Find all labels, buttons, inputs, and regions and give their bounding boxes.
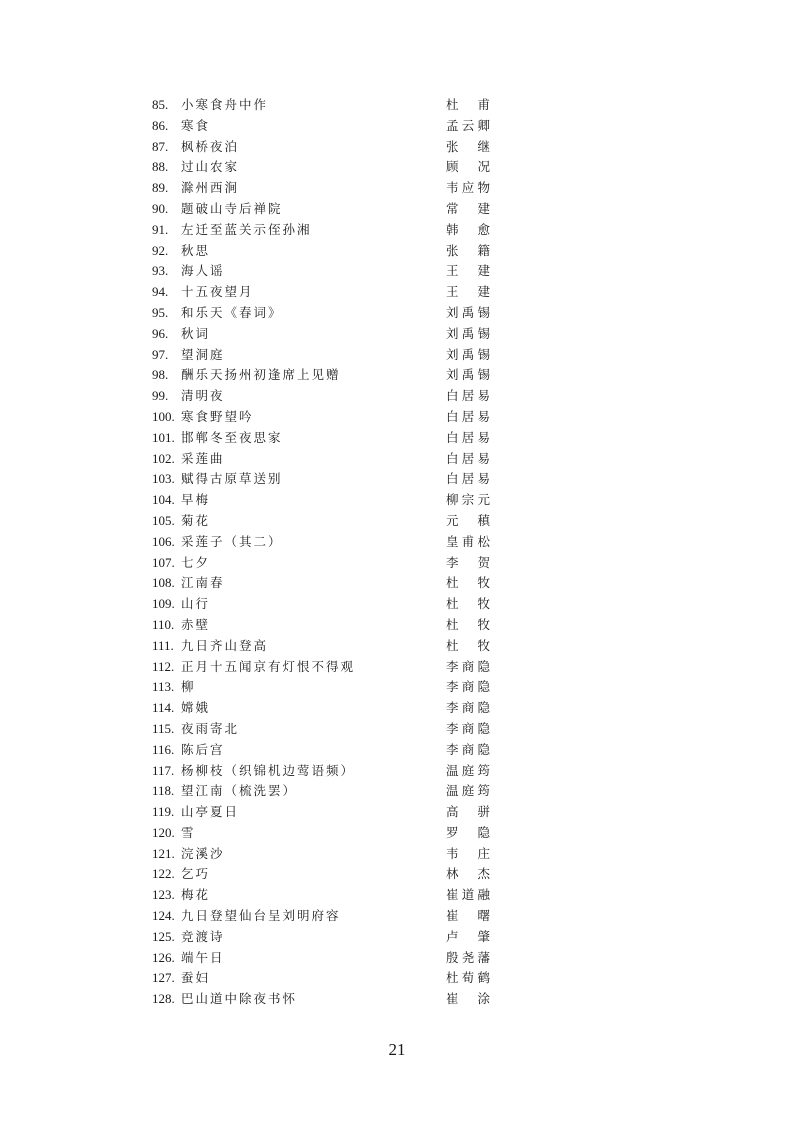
- poem-author: [446, 303, 490, 324]
- poem-list-item: [152, 345, 492, 366]
- poem-title: 巴山道中除夜书怀: [181, 991, 298, 1007]
- poem-title: 柳: [181, 679, 196, 695]
- poem-number: 123.: [152, 887, 175, 903]
- author-char: 皇: [446, 533, 459, 549]
- author-char: 隐: [477, 658, 490, 674]
- poem-author: [446, 157, 490, 178]
- author-char: 隐: [477, 679, 490, 695]
- poem-title: 秋思: [181, 242, 211, 258]
- poem-author: [446, 927, 490, 948]
- poem-number: 87.: [152, 138, 169, 154]
- author-char: 杜: [446, 596, 459, 612]
- poem-title: 和乐天《春词》: [181, 304, 283, 320]
- author-char: 贺: [477, 554, 490, 570]
- author-char: 居: [461, 429, 475, 445]
- author-char: 庭: [461, 762, 475, 778]
- poem-number: 92.: [152, 242, 169, 258]
- author-char: 应: [461, 180, 475, 196]
- author-char: 易: [477, 408, 490, 424]
- poem-author: [446, 532, 490, 553]
- author-char: 林: [446, 866, 459, 882]
- poem-list-item: [152, 241, 492, 262]
- author-char: 宗: [461, 492, 475, 508]
- poem-list-item: [152, 365, 492, 386]
- poem-list-item: [152, 116, 492, 137]
- author-char: 易: [477, 471, 490, 487]
- poem-number: 116.: [152, 741, 175, 757]
- poem-author: [446, 324, 490, 345]
- author-char: 禹: [461, 304, 475, 320]
- author-char: 卢: [446, 928, 459, 944]
- author-char: 居: [461, 450, 475, 466]
- poem-number: 120.: [152, 824, 175, 840]
- author-char: 居: [461, 408, 475, 424]
- poem-number: 110.: [152, 616, 175, 632]
- author-char: 甫: [461, 533, 475, 549]
- author-char: 稹: [477, 512, 490, 528]
- poem-title: 滁州西涧: [181, 180, 240, 196]
- poem-list-item: [152, 553, 492, 574]
- author-char: 温: [446, 762, 459, 778]
- poem-title: 寒食: [181, 117, 211, 133]
- poem-list-item: [152, 199, 492, 220]
- poem-list-item: [152, 719, 492, 740]
- author-char: 李: [446, 720, 459, 736]
- author-char: 李: [446, 554, 459, 570]
- poem-list-item: [152, 823, 492, 844]
- poem-number: 109.: [152, 596, 175, 612]
- author-char: 杜: [446, 970, 459, 986]
- author-char: 杜: [446, 97, 459, 112]
- poem-list-item: [152, 532, 492, 553]
- poem-number: 113.: [152, 679, 175, 695]
- author-char: 白: [446, 408, 459, 424]
- author-char: 张: [446, 138, 459, 154]
- author-char: 韦: [446, 845, 459, 861]
- poem-list-item: [152, 906, 492, 927]
- poem-number: 118.: [152, 783, 175, 799]
- author-char: 居: [461, 388, 475, 404]
- author-char: 柳: [446, 492, 459, 508]
- poem-title: 山亭夏日: [181, 804, 240, 820]
- poem-number: 122.: [152, 866, 175, 882]
- poem-title: 望江南（梳洗罢）: [181, 783, 298, 799]
- poem-author: [446, 864, 490, 885]
- author-char: 牧: [477, 596, 490, 612]
- poem-title: 九日齐山登高: [181, 637, 269, 653]
- poem-author: [446, 137, 490, 158]
- poem-author: [446, 968, 490, 989]
- poem-title: 七夕: [181, 554, 211, 570]
- poem-number: 104.: [152, 492, 175, 508]
- author-char: 杜: [446, 637, 459, 653]
- author-char: 刘: [446, 346, 459, 362]
- author-char: 韦: [446, 180, 459, 196]
- poem-list-item: [152, 407, 492, 428]
- poem-number: 126.: [152, 949, 175, 965]
- poem-author: [446, 698, 490, 719]
- poem-list-item: [152, 511, 492, 532]
- poem-list-item: [152, 282, 492, 303]
- author-char: 道: [461, 887, 475, 903]
- poem-number: 114.: [152, 700, 175, 716]
- poem-list-item: [152, 324, 492, 345]
- poem-author: [446, 844, 490, 865]
- author-char: 刘: [446, 367, 459, 383]
- author-char: 白: [446, 450, 459, 466]
- poem-author: [446, 948, 490, 969]
- poem-list-item: [152, 615, 492, 636]
- poem-list-item: [152, 303, 492, 324]
- poem-number: 91.: [152, 221, 169, 237]
- poem-author: [446, 906, 490, 927]
- poem-number: 106.: [152, 533, 175, 549]
- poem-number: 90.: [152, 200, 169, 216]
- poem-list-item: [152, 657, 492, 678]
- poem-author: [446, 365, 490, 386]
- poem-number: 111.: [152, 637, 174, 653]
- poem-list-item: [152, 261, 492, 282]
- author-char: 殷: [446, 949, 459, 965]
- poem-list-item: [152, 490, 492, 511]
- poem-author: [446, 261, 490, 282]
- poem-author: [446, 449, 490, 470]
- poem-list-item: [152, 573, 492, 594]
- author-char: 王: [446, 284, 459, 300]
- poem-number: 89.: [152, 180, 169, 196]
- page-number: 21: [388, 1040, 406, 1059]
- poem-number: 117.: [152, 762, 175, 778]
- poem-title: 嫦娥: [181, 700, 211, 716]
- author-char: 尧: [461, 949, 475, 965]
- poem-list-item: [152, 989, 492, 1010]
- author-char: 商: [461, 658, 475, 674]
- author-char: 李: [446, 679, 459, 695]
- author-char: 牧: [477, 637, 490, 653]
- poem-author: [446, 241, 490, 262]
- poem-author: [446, 511, 490, 532]
- author-char: 易: [477, 450, 490, 466]
- author-char: 禹: [461, 367, 475, 383]
- poem-title: 夜雨寄北: [181, 720, 240, 736]
- poem-title: 江南春: [181, 575, 225, 591]
- author-char: 锡: [477, 304, 490, 320]
- poem-list-item: [152, 95, 492, 116]
- poem-list-item: [152, 220, 492, 241]
- poem-number: 103.: [152, 471, 175, 487]
- poem-number: 101.: [152, 429, 175, 445]
- poem-list-item: [152, 178, 492, 199]
- poem-title: 枫桥夜泊: [181, 138, 240, 154]
- author-char: 隐: [477, 700, 490, 716]
- author-char: 松: [477, 533, 490, 549]
- author-char: 肇: [477, 928, 490, 944]
- poem-title: 山行: [181, 596, 211, 612]
- poem-author: [446, 386, 490, 407]
- author-char: 鹤: [477, 970, 490, 986]
- author-char: 商: [461, 700, 475, 716]
- poem-title: 杨柳枝（织锦机边莺语频）: [181, 762, 356, 778]
- author-char: 杜: [446, 575, 459, 591]
- author-char: 顾: [446, 159, 459, 175]
- poem-list-item: [152, 781, 492, 802]
- author-char: 易: [477, 388, 490, 404]
- author-char: 融: [477, 887, 490, 903]
- poem-title: 海人谣: [181, 263, 225, 279]
- author-char: 崔: [446, 908, 459, 924]
- author-char: 白: [446, 388, 459, 404]
- poem-author: [446, 615, 490, 636]
- author-char: 庄: [477, 845, 490, 861]
- poem-author: [446, 781, 490, 802]
- poem-list-item: [152, 137, 492, 158]
- poem-title: 梅花: [181, 887, 211, 903]
- author-char: 张: [446, 242, 459, 258]
- poem-title: 正月十五闻京有灯恨不得观: [181, 658, 356, 674]
- author-char: 建: [477, 200, 490, 216]
- author-char: 元: [446, 512, 459, 528]
- poem-author: [446, 677, 490, 698]
- poem-title: 望洞庭: [181, 346, 225, 362]
- poem-number: 98.: [152, 367, 169, 383]
- author-char: 杰: [477, 866, 490, 882]
- poem-title: 九日登望仙台呈刘明府容: [181, 908, 341, 924]
- poem-list-item: [152, 864, 492, 885]
- poem-author: [446, 573, 490, 594]
- author-char: 筠: [477, 762, 490, 778]
- poem-list-item: [152, 157, 492, 178]
- poem-author: [446, 885, 490, 906]
- poem-author: [446, 657, 490, 678]
- poem-author: [446, 823, 490, 844]
- author-char: 白: [446, 429, 459, 445]
- poem-number: 93.: [152, 263, 169, 279]
- author-char: 白: [446, 471, 459, 487]
- author-char: 元: [477, 492, 490, 508]
- poem-title: 乞巧: [181, 866, 211, 882]
- poem-author: [446, 802, 490, 823]
- author-char: 高: [446, 804, 459, 820]
- poem-title: 赋得古原草送别: [181, 471, 283, 487]
- poem-title: 浣溪沙: [181, 845, 225, 861]
- poem-title: 酬乐天扬州初逢席上见赠: [181, 367, 341, 383]
- poem-author: [446, 95, 490, 116]
- poem-author: [446, 116, 490, 137]
- poem-title: 秋词: [181, 325, 211, 341]
- author-char: 李: [446, 700, 459, 716]
- poem-title: 端午日: [181, 949, 225, 965]
- poem-author: [446, 594, 490, 615]
- poem-title: 题破山寺后禅院: [181, 200, 283, 216]
- poem-author: [446, 345, 490, 366]
- poem-author: [446, 989, 490, 1010]
- poem-number: 124.: [152, 908, 175, 924]
- poem-number: 112.: [152, 658, 175, 674]
- author-char: 物: [477, 180, 490, 196]
- poem-number: 102.: [152, 450, 175, 466]
- author-char: 锡: [477, 346, 490, 362]
- author-char: 居: [461, 471, 475, 487]
- author-char: 韩: [446, 221, 459, 237]
- author-char: 隐: [477, 720, 490, 736]
- poem-list-item: [152, 386, 492, 407]
- author-char: 卿: [477, 117, 490, 133]
- author-char: 甫: [477, 97, 490, 112]
- poem-author: [446, 636, 490, 657]
- poem-title: 采莲曲: [181, 450, 225, 466]
- poem-number: 107.: [152, 554, 175, 570]
- poem-number: 100.: [152, 408, 175, 424]
- author-char: 崔: [446, 887, 459, 903]
- author-char: 庭: [461, 783, 475, 799]
- poem-number: 115.: [152, 720, 175, 736]
- poem-title: 早梅: [181, 492, 211, 508]
- author-char: 商: [461, 720, 475, 736]
- poem-title: 小寒食舟中作: [181, 97, 269, 112]
- poem-number: 119.: [152, 804, 175, 820]
- poem-list-item: [152, 948, 492, 969]
- poem-number: 127.: [152, 970, 175, 986]
- poem-list: [152, 95, 492, 1010]
- author-char: 籍: [477, 242, 490, 258]
- author-char: 曙: [477, 908, 490, 924]
- author-char: 锡: [477, 367, 490, 383]
- poem-title: 赤壁: [181, 616, 211, 632]
- author-char: 隐: [477, 824, 490, 840]
- poem-title: 左迁至蓝关示侄孙湘: [181, 221, 312, 237]
- poem-author: [446, 178, 490, 199]
- poem-title: 寒食野望吟: [181, 408, 254, 424]
- poem-number: 128.: [152, 991, 175, 1007]
- author-char: 牧: [477, 575, 490, 591]
- author-char: 牧: [477, 616, 490, 632]
- poem-author: [446, 407, 490, 428]
- poem-list-item: [152, 740, 492, 761]
- author-char: 罗: [446, 824, 459, 840]
- author-char: 崔: [446, 991, 459, 1007]
- author-char: 李: [446, 658, 459, 674]
- poem-title: 蚕妇: [181, 970, 211, 986]
- poem-author: [446, 740, 490, 761]
- poem-list-item: [152, 698, 492, 719]
- poem-number: 105.: [152, 512, 175, 528]
- poem-number: 88.: [152, 159, 169, 175]
- author-char: 建: [477, 284, 490, 300]
- poem-list-item: [152, 677, 492, 698]
- author-char: 愈: [477, 221, 490, 237]
- poem-author: [446, 490, 490, 511]
- author-char: 继: [477, 138, 490, 154]
- author-char: 孟: [446, 117, 459, 133]
- poem-author: [446, 282, 490, 303]
- author-char: 况: [477, 159, 490, 175]
- author-char: 商: [461, 741, 475, 757]
- poem-title: 竞渡诗: [181, 928, 225, 944]
- poem-author: [446, 220, 490, 241]
- poem-title: 菊花: [181, 512, 211, 528]
- author-char: 刘: [446, 304, 459, 320]
- poem-list-item: [152, 885, 492, 906]
- poem-list-item: [152, 844, 492, 865]
- author-char: 王: [446, 263, 459, 279]
- poem-author: [446, 469, 490, 490]
- author-char: 涂: [477, 991, 490, 1007]
- poem-list-item: [152, 428, 492, 449]
- author-char: 锡: [477, 325, 490, 341]
- poem-title: 邯郸冬至夜思家: [181, 429, 283, 445]
- author-char: 易: [477, 429, 490, 445]
- author-char: 刘: [446, 325, 459, 341]
- poem-author: [446, 553, 490, 574]
- poem-title: 陈后宫: [181, 741, 225, 757]
- poem-list-item: [152, 802, 492, 823]
- poem-list-item: [152, 927, 492, 948]
- poem-number: 85.: [152, 97, 169, 112]
- poem-title: 采莲子（其二）: [181, 533, 283, 549]
- poem-list-item: [152, 761, 492, 782]
- author-char: 藩: [477, 949, 490, 965]
- author-char: 禹: [461, 346, 475, 362]
- poem-number: 99.: [152, 388, 169, 404]
- author-char: 禹: [461, 325, 475, 341]
- poem-number: 125.: [152, 928, 175, 944]
- author-char: 骈: [477, 804, 490, 820]
- poem-list-item: [152, 968, 492, 989]
- poem-title: 十五夜望月: [181, 284, 254, 300]
- author-char: 筠: [477, 783, 490, 799]
- poem-author: [446, 428, 490, 449]
- author-char: 建: [477, 263, 490, 279]
- poem-title: 过山农家: [181, 159, 240, 175]
- author-char: 荀: [461, 970, 475, 986]
- author-char: 杜: [446, 616, 459, 632]
- poem-number: 95.: [152, 304, 169, 320]
- poem-list-item: [152, 449, 492, 470]
- poem-number: 96.: [152, 325, 169, 341]
- poem-list-item: [152, 636, 492, 657]
- poem-title: 雪: [181, 824, 196, 840]
- poem-list-item: [152, 594, 492, 615]
- poem-author: [446, 719, 490, 740]
- poem-number: 121.: [152, 845, 175, 861]
- poem-author: [446, 199, 490, 220]
- author-char: 云: [461, 117, 475, 133]
- poem-title: 清明夜: [181, 388, 225, 404]
- author-char: 李: [446, 741, 459, 757]
- poem-list-item: [152, 469, 492, 490]
- poem-number: 108.: [152, 575, 175, 591]
- poem-number: 97.: [152, 346, 169, 362]
- poem-author: [446, 761, 490, 782]
- poem-number: 86.: [152, 117, 169, 133]
- poem-number: 94.: [152, 284, 169, 300]
- author-char: 商: [461, 679, 475, 695]
- author-char: 隐: [477, 741, 490, 757]
- author-char: 温: [446, 783, 459, 799]
- author-char: 常: [446, 200, 459, 216]
